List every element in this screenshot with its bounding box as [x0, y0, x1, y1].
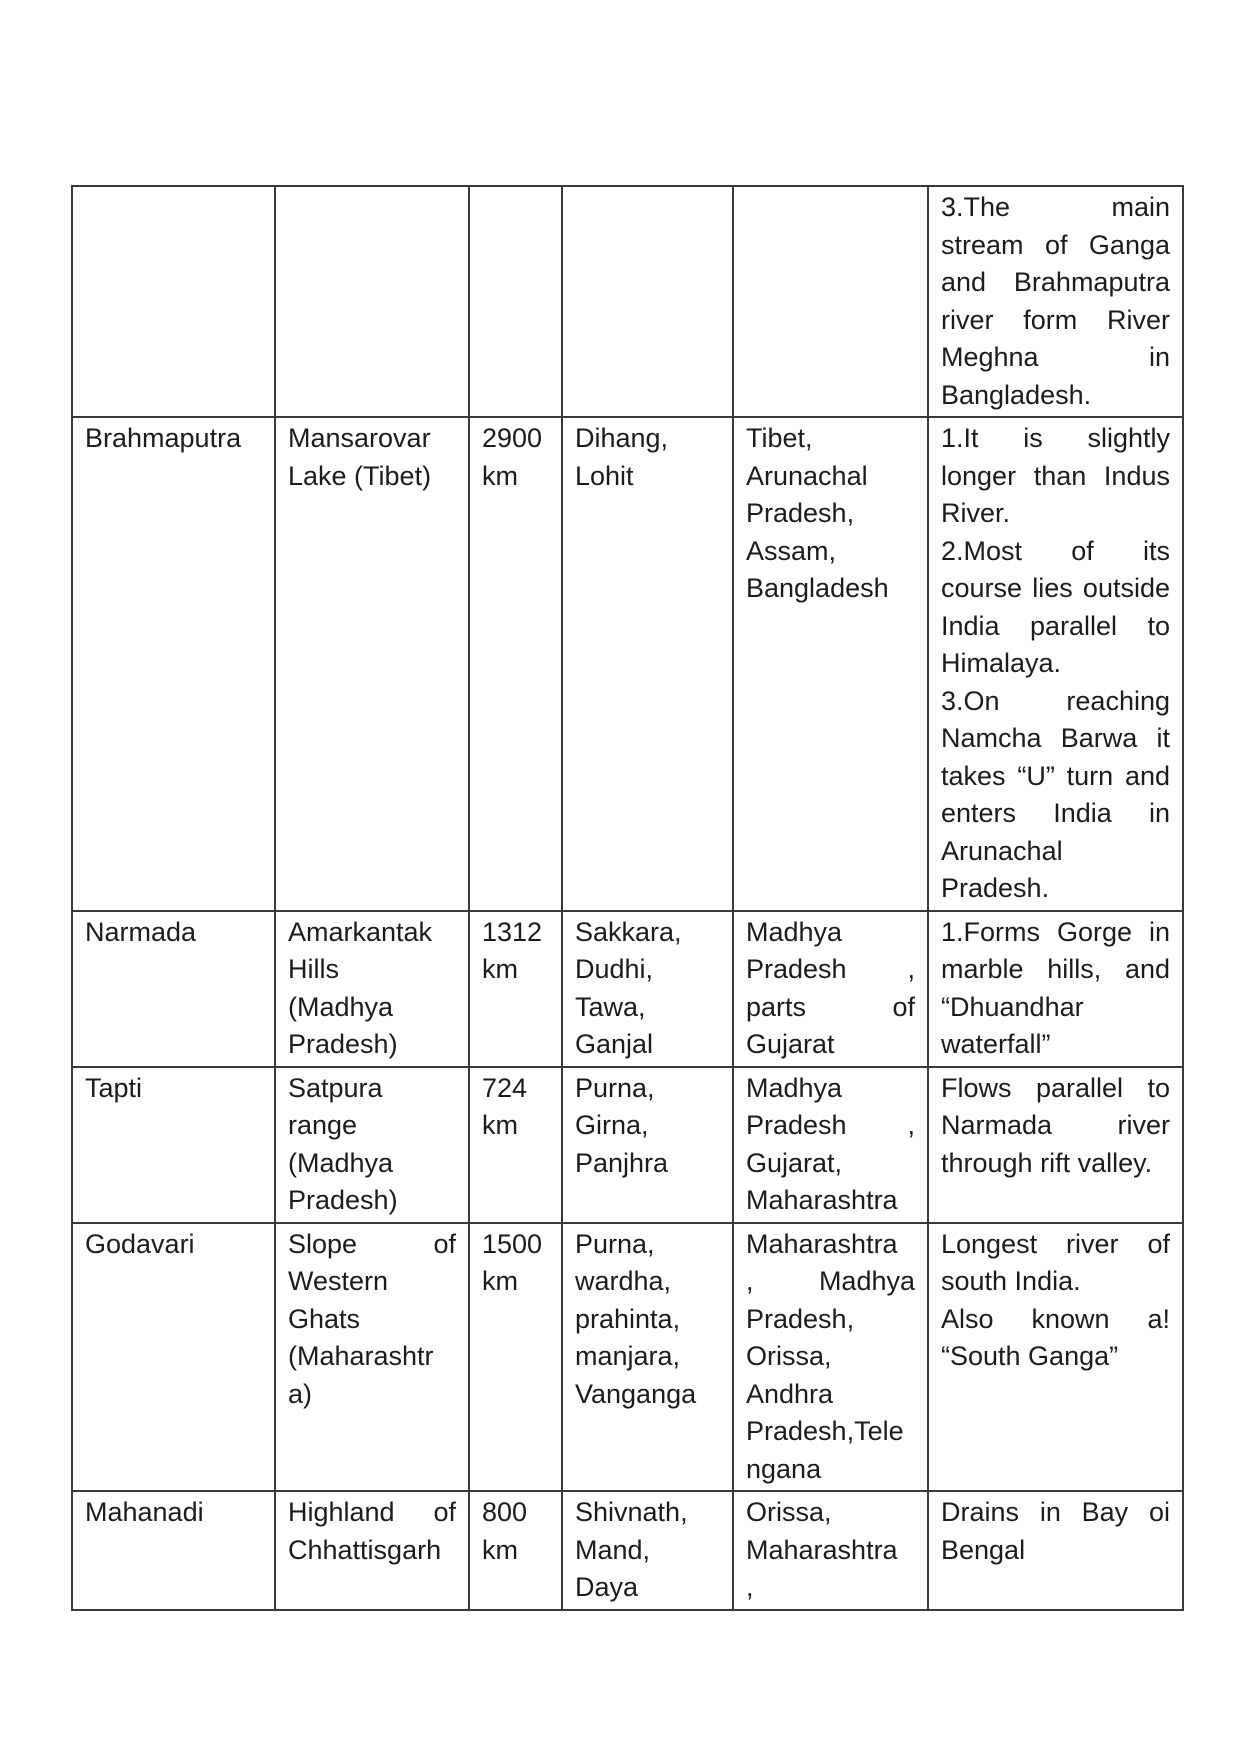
cell-line: Dihang,	[575, 423, 669, 453]
cell-line: Maharashtra	[746, 1228, 898, 1259]
cell-line: course lies outside	[941, 573, 1170, 603]
origin-cell	[275, 1067, 469, 1223]
cell-line: Gujarat,	[746, 1147, 843, 1178]
table-row	[72, 417, 1183, 911]
cell-line: Himalaya.	[941, 648, 1062, 678]
cell-line: 1500	[482, 1228, 543, 1259]
cell-line: Pradesh ,	[746, 1110, 915, 1140]
cell-line: Tawa,	[575, 991, 646, 1022]
cell-line: Pradesh)	[288, 1029, 398, 1059]
cell-line: parts of	[746, 991, 915, 1022]
cell-line: Hills	[288, 954, 339, 984]
cell-line: Pradesh,Tele	[746, 1416, 904, 1446]
cell-line: Chhattisgarh	[288, 1534, 442, 1565]
cell-line: Satpura	[288, 1072, 383, 1103]
cell-line: Lake (Tibet)	[288, 460, 432, 491]
cell-line: km	[482, 1534, 518, 1565]
cell-line: waterfall”	[941, 1029, 1051, 1059]
cell-line: Flows parallel to	[941, 1072, 1170, 1103]
cell-line: Arunachal	[941, 835, 1063, 866]
cell-line: 1312	[482, 916, 543, 947]
origin-cell	[275, 186, 469, 417]
cell-line: 800	[482, 1497, 528, 1527]
cell-line: Purna,	[575, 1228, 655, 1259]
cell-line: Orissa,	[746, 1341, 832, 1371]
river-name-cell: Brahmaputra	[72, 417, 275, 911]
cell-line: 2900	[482, 423, 543, 453]
states-cell	[733, 417, 928, 911]
cell-line: 1.It is slightly	[941, 423, 1170, 453]
rivers-table	[71, 185, 1184, 1611]
cell-line: , Madhya	[746, 1266, 915, 1296]
cell-line: “South Ganga”	[941, 1341, 1119, 1371]
cell-line: 2.Most of its	[941, 535, 1170, 566]
cell-line: ,	[746, 1572, 754, 1602]
features-cell	[928, 186, 1183, 417]
river-name-cell: Narmada	[72, 911, 275, 1067]
cell-line: Pradesh ,	[746, 954, 915, 984]
cell-line: Lohit	[575, 460, 634, 491]
cell-line: Maharashtra	[746, 1185, 898, 1215]
table-row	[72, 186, 1183, 417]
features-cell	[928, 1223, 1183, 1492]
origin-cell	[275, 417, 469, 911]
cell-line: (Madhya	[288, 1147, 394, 1178]
features-cell	[928, 1067, 1183, 1223]
origin-cell	[275, 911, 469, 1067]
cell-line: Shivnath,	[575, 1497, 688, 1527]
states-cell	[733, 1491, 928, 1610]
cell-line: Sakkara,	[575, 916, 682, 947]
cell-line: Meghna in	[941, 342, 1170, 372]
cell-line: (Maharashtr	[288, 1341, 434, 1371]
tributaries-cell	[562, 1491, 733, 1610]
cell-line: Andhra	[746, 1378, 834, 1409]
cell-line: 3.The main	[941, 192, 1170, 222]
length-cell	[469, 1223, 562, 1492]
length-cell	[469, 911, 562, 1067]
cell-line: Bengal	[941, 1534, 1026, 1565]
table-row	[72, 1491, 1183, 1610]
cell-line: south India.	[941, 1266, 1081, 1296]
tributaries-cell	[562, 417, 733, 911]
cell-line: 724	[482, 1072, 528, 1103]
cell-line: Highland of	[288, 1497, 456, 1527]
cell-line: river form River	[941, 304, 1170, 335]
cell-line: takes “U” turn and	[941, 760, 1170, 791]
cell-line: through rift valley.	[941, 1147, 1153, 1178]
cell-line: longer than Indus	[941, 460, 1170, 491]
table-row	[72, 1223, 1183, 1492]
cell-line: range	[288, 1110, 358, 1140]
river-name-cell	[72, 186, 275, 417]
tributaries-cell	[562, 186, 733, 417]
cell-line: a)	[288, 1378, 313, 1409]
cell-line: Assam,	[746, 535, 837, 566]
tributaries-cell	[562, 1223, 733, 1492]
cell-line: Gujarat	[746, 1029, 835, 1059]
cell-line: Pradesh)	[288, 1185, 398, 1215]
cell-line: and Brahmaputra	[941, 267, 1170, 297]
cell-line: Pradesh,	[746, 1303, 855, 1334]
cell-line: Daya	[575, 1572, 639, 1602]
table-row	[72, 1067, 1183, 1223]
length-cell	[469, 1067, 562, 1223]
river-name-cell: Mahanadi	[72, 1491, 275, 1610]
river-name-cell: Godavari	[72, 1223, 275, 1492]
cell-line: Ganjal	[575, 1029, 654, 1059]
cell-line: India parallel to	[941, 610, 1170, 641]
cell-line: Orissa,	[746, 1497, 832, 1527]
cell-line: Namcha Barwa it	[941, 723, 1170, 753]
cell-line: Purna,	[575, 1072, 655, 1103]
cell-line: River.	[941, 498, 1011, 528]
cell-line: marble hills, and	[941, 954, 1170, 984]
cell-line: manjara,	[575, 1341, 681, 1371]
cell-line: Panjhra	[575, 1147, 669, 1178]
cell-line: Mand,	[575, 1534, 651, 1565]
length-cell	[469, 1491, 562, 1610]
cell-line: “Dhuandhar	[941, 991, 1084, 1022]
features-cell	[928, 417, 1183, 911]
cell-line: Madhya	[746, 916, 843, 947]
cell-line: Vanganga	[575, 1378, 697, 1409]
cell-line: Bangladesh	[746, 573, 889, 603]
cell-line: wardha,	[575, 1266, 672, 1296]
cell-line: km	[482, 460, 518, 491]
states-cell	[733, 186, 928, 417]
cell-line: Pradesh,	[746, 498, 855, 528]
cell-line: Drains in Bay oi	[941, 1497, 1170, 1527]
tributaries-cell	[562, 1067, 733, 1223]
origin-cell	[275, 1491, 469, 1610]
cell-line: 1.Forms Gorge in	[941, 916, 1170, 947]
cell-line: Tibet,	[746, 423, 813, 453]
states-cell	[733, 1067, 928, 1223]
cell-line: Pradesh.	[941, 873, 1050, 903]
cell-line: Longest river of	[941, 1228, 1170, 1259]
cell-line: Maharashtra	[746, 1534, 898, 1565]
cell-line: stream of Ganga	[941, 229, 1170, 260]
cell-line: Mansarovar	[288, 423, 431, 453]
length-cell	[469, 417, 562, 911]
cell-line: Arunachal	[746, 460, 868, 491]
cell-line: 3.On reaching	[941, 685, 1170, 716]
cell-line: Narmada river	[941, 1110, 1170, 1140]
features-cell	[928, 911, 1183, 1067]
cell-line: Dudhi,	[575, 954, 654, 984]
cell-line: prahinta,	[575, 1303, 681, 1334]
cell-line: Also known a!	[941, 1303, 1170, 1334]
states-cell	[733, 911, 928, 1067]
river-name-cell: Tapti	[72, 1067, 275, 1223]
cell-line: Amarkantak	[288, 916, 433, 947]
cell-line: ngana	[746, 1453, 822, 1484]
cell-line: enters India in	[941, 798, 1170, 828]
cell-line: (Madhya	[288, 991, 394, 1022]
cell-line: km	[482, 1266, 518, 1296]
origin-cell	[275, 1223, 469, 1492]
cell-line: km	[482, 1110, 518, 1140]
cell-line: Bangladesh.	[941, 379, 1092, 410]
rivers-table-body	[72, 186, 1183, 1610]
cell-line: km	[482, 954, 518, 984]
cell-line: Western	[288, 1266, 389, 1296]
cell-line: Madhya	[746, 1072, 843, 1103]
tributaries-cell	[562, 911, 733, 1067]
cell-line: Ghats	[288, 1303, 361, 1334]
states-cell	[733, 1223, 928, 1492]
cell-line: Slope of	[288, 1228, 456, 1259]
features-cell	[928, 1491, 1183, 1610]
length-cell	[469, 186, 562, 417]
cell-line: Girna,	[575, 1110, 649, 1140]
table-row	[72, 911, 1183, 1067]
